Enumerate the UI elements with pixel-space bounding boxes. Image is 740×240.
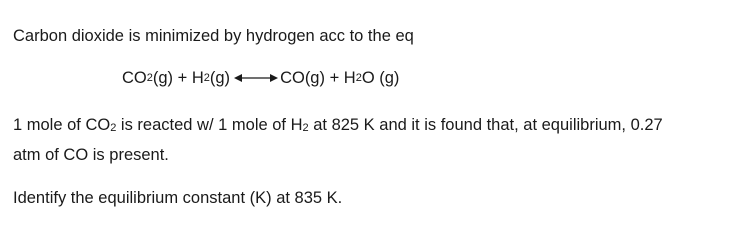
intro-sentence: Carbon dioxide is minimized by hydrogen acc to the eq	[13, 27, 414, 45]
conditions-text-3: at 825 K and it is found that, at equilibrium, 0.27	[308, 116, 663, 134]
chemical-equation: CO 2 (g) + H 2 (g) CO(g) + H 2 O (g)	[122, 69, 400, 87]
h2-subscript-2: 2	[302, 122, 309, 134]
co2-subscript-2: 2	[110, 122, 117, 134]
co2-symbol: CO	[122, 69, 147, 87]
reaction-conditions-line-1	[13, 115, 663, 135]
h2-state: (g)	[209, 69, 231, 87]
double-headed-arrow-icon	[234, 71, 278, 85]
conditions-text-1: 1 mole of CO	[13, 116, 111, 134]
conditions-text-2: is reacted w/ 1 mole of H	[116, 116, 303, 134]
h2o-state: O (g)	[361, 69, 400, 87]
question-text: Identify the equilibrium constant (K) at 835 K.	[13, 189, 343, 207]
co-and-h2o: CO(g) + H	[280, 69, 356, 87]
reaction-conditions-line-2: atm of CO is present.	[13, 146, 169, 164]
co2-state-and-h2: (g) + H	[152, 69, 204, 87]
